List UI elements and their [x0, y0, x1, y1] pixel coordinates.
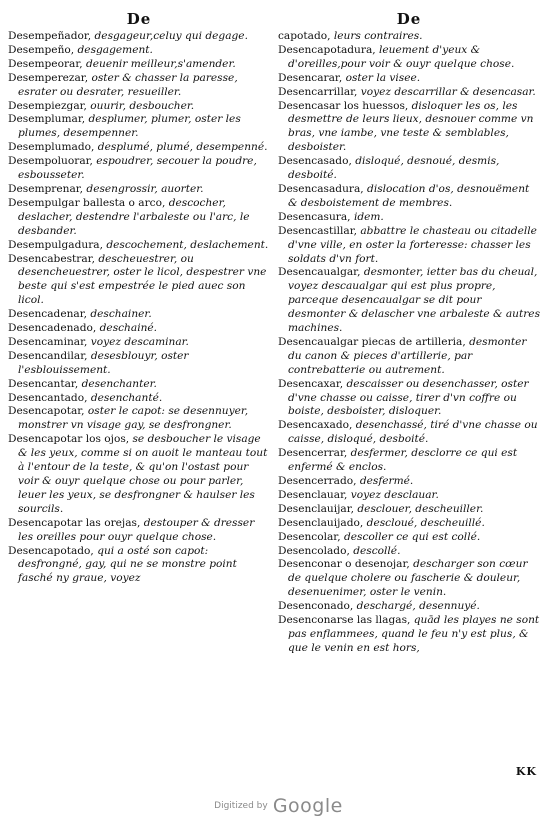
entry-translation: descaisser ou desenchasser, oster d'vne chasse ou caisse, tirer d'vn coffre ou boiste, desboister, disloquer. — [288, 377, 529, 418]
entry-headword: Desemprenar, — [8, 182, 84, 195]
entry-headword: Desemplumado, — [8, 141, 95, 154]
entry-translation: abbattre le chasteau ou citadelle d'vne ville, en oster la forteresse: chasser les soldats d'vn fort. — [288, 224, 537, 265]
right-running-head: De — [396, 10, 422, 28]
entry-headword: Desencadenar, — [8, 308, 87, 321]
entry-headword: Desempeñador, — [8, 30, 92, 42]
right-entries — [278, 30, 540, 656]
dictionary-entry — [278, 503, 540, 517]
dictionary-entry — [278, 545, 540, 559]
dictionary-entry — [8, 44, 270, 58]
dictionary-entry — [8, 58, 270, 72]
entry-translation: voyez desclauar. — [350, 488, 439, 501]
dictionary-entry — [278, 475, 540, 489]
entry-headword: Desencerrar, — [278, 447, 348, 460]
dictionary-entry — [8, 545, 270, 587]
dictionary-entry — [8, 433, 270, 516]
entry-translation: leuement d'yeux & d'oreilles,pour voir & ouyr quelque chose. — [288, 43, 515, 70]
entry-translation: descoller ce qui est collé. — [343, 530, 481, 543]
entry-headword: Desemperezar, — [8, 71, 89, 84]
left-column — [8, 8, 270, 586]
entry-translation: descharger son cœur de quelque cholere ou fascherie & douleur, desenuenimer, oster le venin. — [288, 558, 528, 599]
dictionary-entry — [278, 183, 540, 211]
entry-headword: Desencaminar, — [8, 335, 88, 348]
dictionary-entry — [278, 378, 540, 420]
dictionary-entry — [8, 141, 270, 155]
entry-translation: desenchanter. — [81, 377, 157, 390]
dictionary-entry — [8, 308, 270, 322]
entry-translation: disloquer les os, les desmettre de leurs lieux, desnouer comme vn bras, vne iambe, vne teste & semblables, desboister. — [288, 99, 534, 154]
entry-headword: Desencantado, — [8, 391, 88, 404]
entry-headword: Desencaxar, — [278, 377, 344, 390]
entry-headword: Desencantar, — [8, 377, 79, 390]
entry-headword: Desencastillar, — [278, 224, 357, 237]
dictionary-entry — [278, 336, 540, 378]
dictionary-entry — [278, 614, 540, 656]
entry-headword: Desencandilar, — [8, 349, 88, 362]
dictionary-entry — [278, 531, 540, 545]
dictionary-entry — [8, 155, 270, 183]
entry-translation: disloqué, desnoué, desmis, desboité. — [288, 155, 500, 182]
dictionary-page — [8, 8, 549, 800]
entry-headword: Desempulgadura, — [8, 238, 103, 251]
entry-translation: desplumer, plumer, oster les plumes, desempenner. — [18, 113, 241, 140]
entry-headword: Desencapotadura, — [278, 43, 376, 56]
entry-translation: oster la visee. — [345, 71, 421, 84]
entry-translation: voyez descarrillar & desencasar. — [360, 85, 536, 98]
watermark-brand: Google — [272, 795, 343, 817]
dictionary-entry — [278, 72, 540, 86]
watermark-prefix: Digitized by — [214, 801, 268, 811]
dictionary-entry — [8, 378, 270, 392]
dictionary-entry — [278, 211, 540, 225]
entry-translation: oster le capot: se desennuyer, monstrer vn visage gay, se desfrongner. — [18, 405, 249, 432]
catchword: KK — [515, 765, 537, 778]
entry-translation: desenchanté. — [90, 391, 163, 404]
dictionary-entry — [8, 30, 270, 44]
dictionary-entry — [8, 100, 270, 114]
entry-headword: Desempeño, — [8, 43, 75, 56]
entry-translation: desplumé, plumé, desempenné. — [97, 141, 268, 154]
entry-headword: Desencasadura, — [278, 182, 364, 195]
dictionary-entry — [278, 266, 540, 336]
dictionary-entry — [278, 558, 540, 600]
entry-headword: Desencarar, — [278, 71, 343, 84]
entry-headword: Desenconar o desenojar, — [278, 558, 410, 571]
entry-translation: desfermé. — [359, 475, 414, 487]
dictionary-entry — [278, 155, 540, 183]
dictionary-entry — [8, 517, 270, 545]
entry-headword: capotado, — [278, 30, 331, 42]
entry-headword: Desemplumar, — [8, 113, 86, 126]
entry-translation: oster & chasser la paresse, esrater ou desrater, resueiller. — [18, 71, 238, 98]
entry-translation: deschainé. — [99, 322, 158, 335]
entry-headword: Desencasura, — [278, 210, 351, 223]
dictionary-entry — [278, 517, 540, 531]
entry-headword: Desencadenado, — [8, 322, 97, 335]
entry-headword: Desempiezgar, — [8, 99, 87, 112]
entry-translation: desmonter du canon & pieces d'artillerie, par contrebatterie ou autrement. — [288, 335, 527, 376]
entry-translation: deschargé, desennuyé. — [356, 600, 480, 613]
entry-translation: desclouer, descheuiller. — [357, 502, 484, 515]
entry-headword: Desenclauar, — [278, 488, 348, 501]
entry-headword: Desenconarse las llagas, — [278, 614, 411, 627]
entry-headword: Desencapotado, — [8, 544, 94, 557]
entry-translation: voyez descaminar. — [90, 335, 189, 348]
dictionary-entry — [278, 447, 540, 475]
entry-headword: Desempeorar, — [8, 57, 83, 70]
entry-translation: descheuestrer, ou desencheuestrer, oster le licol, despestrer vne beste qui s'est empestrée le pied auec son licol. — [18, 252, 267, 307]
entry-translation: desfermer, desclorre ce qui est enfermé & enclos. — [288, 447, 518, 474]
entry-headword: Desempulgar ballesta o arco, — [8, 196, 166, 209]
entry-headword: Desenclauijado, — [278, 516, 364, 529]
dictionary-entry — [278, 44, 540, 72]
entry-headword: Desenconado, — [278, 600, 354, 613]
entry-headword: Desencerrado, — [278, 475, 357, 487]
entry-translation: leurs contraires. — [333, 30, 423, 42]
digitization-watermark — [0, 795, 557, 817]
entry-translation: idem. — [353, 210, 384, 223]
dictionary-entry — [8, 183, 270, 197]
dictionary-entry — [8, 322, 270, 336]
entry-translation: descollé. — [353, 544, 401, 557]
entry-headword: Desencasado, — [278, 155, 352, 168]
entry-translation: destouper & dresser les oreilles pour ouyr quelque chose. — [18, 516, 255, 543]
entry-translation: quād les playes ne sont pas enflammees, quand le feu n'y est plus, & que le venin en est hors, — [288, 614, 540, 654]
dictionary-entry — [8, 253, 270, 309]
left-entries — [8, 30, 270, 586]
entry-translation: descloué, descheuillé. — [366, 516, 485, 529]
dictionary-entry — [278, 30, 540, 44]
dictionary-entry — [8, 392, 270, 406]
dictionary-entry — [8, 350, 270, 378]
entry-headword: Desencapotar los ojos, — [8, 433, 130, 446]
dictionary-entry — [8, 239, 270, 253]
left-running-head: De — [126, 10, 152, 28]
entry-translation: ouurir, desboucher. — [90, 99, 195, 112]
right-column — [278, 8, 540, 656]
dictionary-entry — [8, 405, 270, 433]
dictionary-entry — [8, 113, 270, 141]
entry-translation: desenchassé, tiré d'vne chasse ou caisse, disloqué, desboité. — [288, 419, 538, 446]
entry-headword: Desencapotar, — [8, 405, 85, 418]
dictionary-entry — [278, 600, 540, 614]
dictionary-entry — [8, 72, 270, 100]
entry-headword: Desencaxado, — [278, 419, 353, 432]
entry-headword: Desencaualgar, — [278, 266, 361, 279]
entry-translation: desmonter, ietter bas du cheual, voyez descaualgar qui est plus propre, parceque desencaualgar se dit pour desmonter & delascher vne arbaleste & autres machines. — [288, 266, 541, 335]
entry-headword: Desencapotar las orejas, — [8, 516, 141, 529]
entry-translation: desgagement. — [77, 43, 153, 56]
entry-translation: descocher, deslacher, destendre l'arbaleste ou l'arc, le desbander. — [18, 196, 250, 237]
entry-headword: Desencolado, — [278, 544, 350, 557]
dictionary-entry — [278, 225, 540, 267]
entry-headword: Desencaualgar piecas de artilleria, — [278, 335, 466, 348]
entry-headword: Desencarrillar, — [278, 85, 358, 98]
dictionary-entry — [8, 197, 270, 239]
entry-headword: Desempoluorar, — [8, 155, 93, 168]
entry-translation: se desboucher le visage & les yeux, comme si on auoit le manteau tout à l'entour de la teste, & qu'on l'ostast pour voir & ouyr quelque chose ou pour parler, leuer les yeux, se desfrongner & haulser les sourcils. — [18, 433, 268, 515]
entry-translation: espoudrer, secouer la poudre, esbousseter. — [18, 155, 257, 182]
dictionary-entry — [8, 336, 270, 350]
entry-translation: deschainer. — [90, 308, 152, 321]
entry-headword: Desencolar, — [278, 530, 341, 543]
entry-headword: Desencasar los huessos, — [278, 99, 409, 112]
entry-translation: descochement, deslachement. — [106, 238, 269, 251]
dictionary-entry — [278, 100, 540, 156]
dictionary-entry — [278, 419, 540, 447]
entry-headword: Desencabestrar, — [8, 252, 95, 265]
dictionary-entry — [278, 489, 540, 503]
entry-translation: dislocation d'os, desnouëment & desboistement de membres. — [288, 182, 530, 209]
entry-translation: qui a osté son capot: desfrongné, gay, qui ne se monstre point fasché ny graue, voyez — [18, 544, 237, 585]
entry-headword: Desenclauijar, — [278, 502, 355, 515]
dictionary-entry — [278, 86, 540, 100]
entry-translation: desgageur,celuy qui degage. — [94, 30, 248, 42]
entry-translation: deuenir meilleur,s'amender. — [85, 57, 236, 70]
entry-translation: desengrossir, auorter. — [86, 182, 204, 195]
entry-translation: desesblouyr, oster l'esblouissement. — [18, 349, 189, 376]
